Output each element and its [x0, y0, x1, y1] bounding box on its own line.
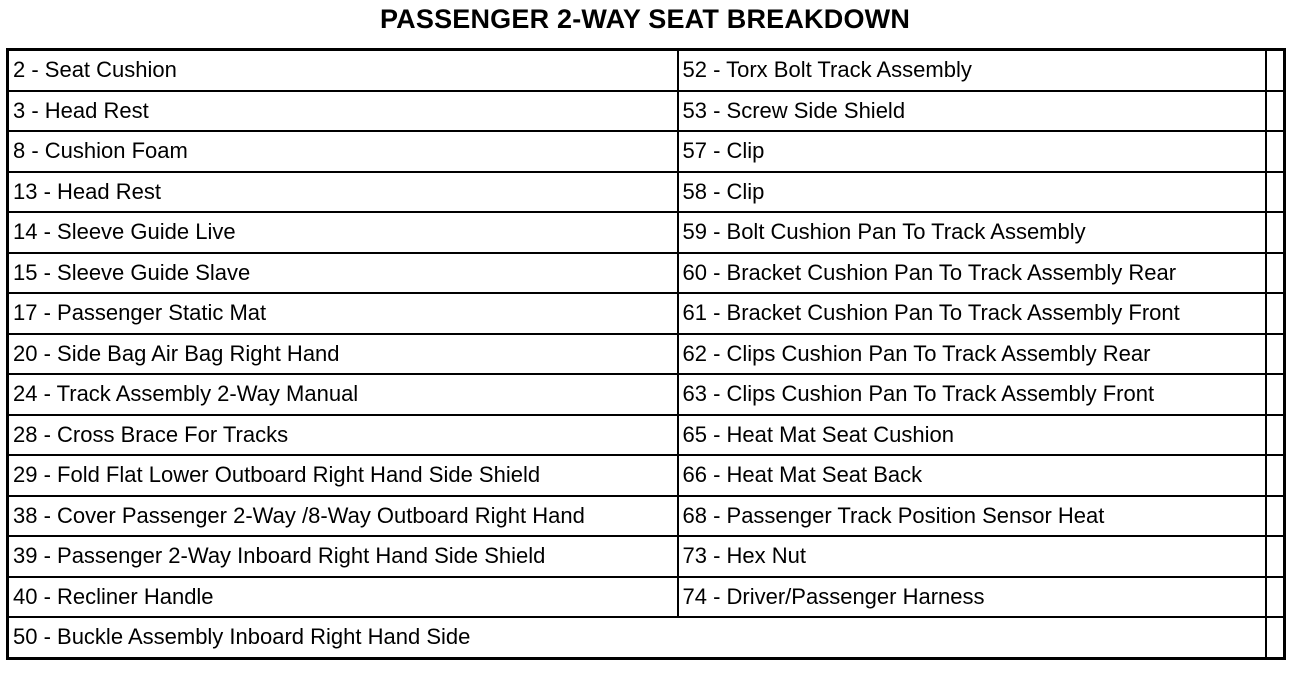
part-item-left: 14 - Sleeve Guide Live: [8, 212, 678, 253]
blank-cell: [1266, 50, 1285, 91]
blank-cell: [1266, 577, 1285, 618]
table-row: [8, 131, 1285, 172]
part-item-right: 53 - Screw Side Shield: [678, 91, 1266, 132]
table-row: [8, 455, 1285, 496]
table-row: [8, 536, 1285, 577]
blank-cell: [1266, 91, 1285, 132]
part-item-left: 24 - Track Assembly 2-Way Manual: [8, 374, 678, 415]
part-item-right: 60 - Bracket Cushion Pan To Track Assembly Rear: [678, 253, 1266, 294]
part-item-right: 63 - Clips Cushion Pan To Track Assembly Front: [678, 374, 1266, 415]
part-item-right: 73 - Hex Nut: [678, 536, 1266, 577]
part-item-right: 61 - Bracket Cushion Pan To Track Assembly Front: [678, 293, 1266, 334]
table-row: [8, 253, 1285, 294]
table-row: [8, 50, 1285, 91]
blank-cell: [1266, 131, 1285, 172]
part-item-left: 28 - Cross Brace For Tracks: [8, 415, 678, 456]
blank-cell: [1266, 253, 1285, 294]
blank-cell: [1266, 415, 1285, 456]
table-row: [8, 374, 1285, 415]
part-item-right: 57 - Clip: [678, 131, 1266, 172]
blank-cell: [1266, 536, 1285, 577]
table-row: [8, 334, 1285, 375]
part-item-left: 20 - Side Bag Air Bag Right Hand: [8, 334, 678, 375]
part-item-left: 13 - Head Rest: [8, 172, 678, 213]
part-item-right: 59 - Bolt Cushion Pan To Track Assembly: [678, 212, 1266, 253]
part-item-left: 3 - Head Rest: [8, 91, 678, 132]
part-item-right: 52 - Torx Bolt Track Assembly: [678, 50, 1266, 91]
part-item-left: 2 - Seat Cushion: [8, 50, 678, 91]
blank-cell: [1266, 374, 1285, 415]
part-item-left: 39 - Passenger 2-Way Inboard Right Hand Side Shield: [8, 536, 678, 577]
part-item-right: 66 - Heat Mat Seat Back: [678, 455, 1266, 496]
blank-cell: [1266, 293, 1285, 334]
blank-cell: [1266, 496, 1285, 537]
blank-cell: [1266, 172, 1285, 213]
part-item-right: 68 - Passenger Track Position Sensor Heat: [678, 496, 1266, 537]
table-row: [8, 172, 1285, 213]
part-item-left: 38 - Cover Passenger 2-Way /8-Way Outboard Right Hand: [8, 496, 678, 537]
page-title: PASSENGER 2-WAY SEAT BREAKDOWN: [379, 4, 911, 34]
table-row: [8, 91, 1285, 132]
part-item-full: 50 - Buckle Assembly Inboard Right Hand Side: [8, 617, 1266, 658]
blank-cell: [1266, 617, 1285, 658]
part-item-right: 74 - Driver/Passenger Harness: [678, 577, 1266, 618]
table-row: [8, 293, 1285, 334]
parts-table-body: [8, 50, 1285, 659]
parts-table: [6, 48, 1286, 660]
part-item-left: 8 - Cushion Foam: [8, 131, 678, 172]
part-item-left: 17 - Passenger Static Mat: [8, 293, 678, 334]
part-item-right: 62 - Clips Cushion Pan To Track Assembly Rear: [678, 334, 1266, 375]
part-item-right: 65 - Heat Mat Seat Cushion: [678, 415, 1266, 456]
blank-cell: [1266, 212, 1285, 253]
part-item-left: 15 - Sleeve Guide Slave: [8, 253, 678, 294]
table-row: [8, 617, 1285, 658]
table-row: [8, 496, 1285, 537]
table-row: [8, 212, 1285, 253]
part-item-left: 40 - Recliner Handle: [8, 577, 678, 618]
part-item-right: 58 - Clip: [678, 172, 1266, 213]
blank-cell: [1266, 334, 1285, 375]
table-row: [8, 415, 1285, 456]
blank-cell: [1266, 455, 1285, 496]
part-item-left: 29 - Fold Flat Lower Outboard Right Hand Side Shield: [8, 455, 678, 496]
table-row: [8, 577, 1285, 618]
